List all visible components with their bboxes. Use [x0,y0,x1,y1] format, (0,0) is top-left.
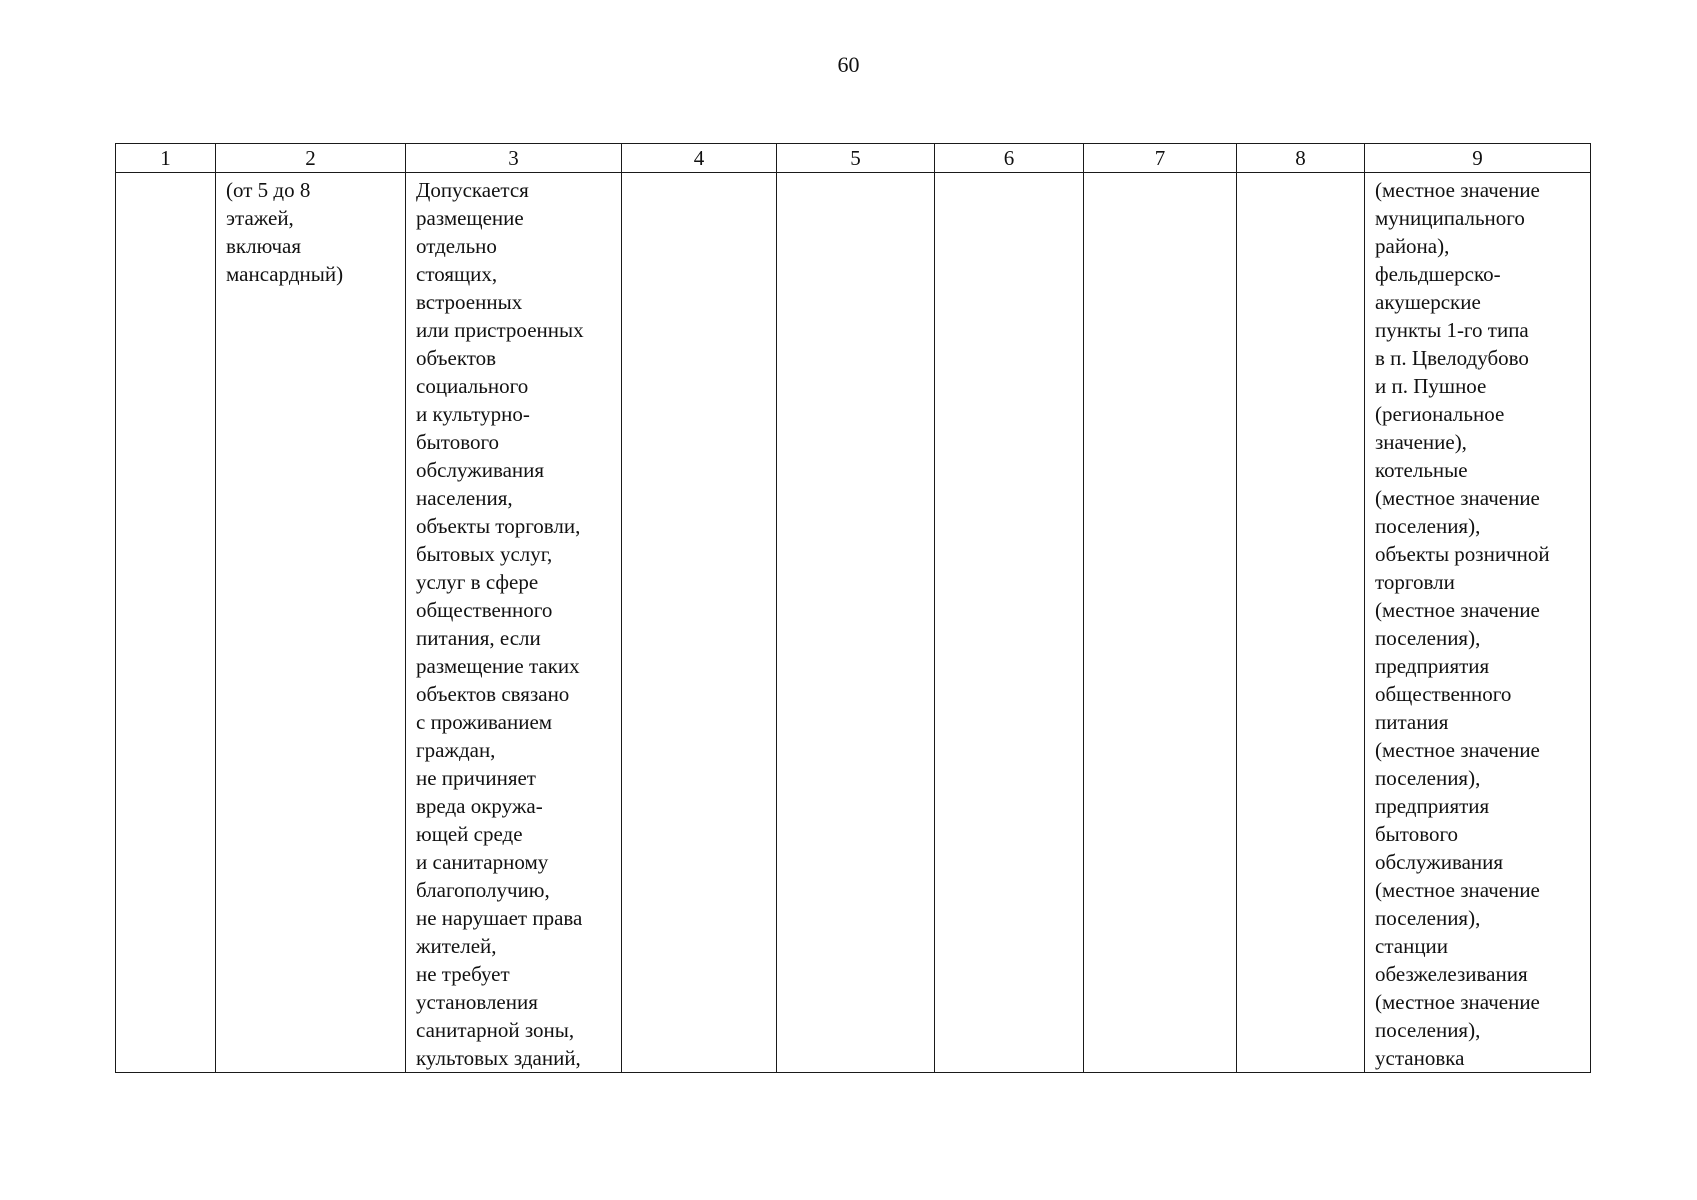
cell-text [1084,173,1236,176]
cell-col-7 [1084,173,1237,1073]
cell-col-3 [406,173,622,1073]
zoning-table [115,143,1591,1073]
cell-col-4 [622,173,777,1073]
cell-text [935,173,1083,176]
cell-text [777,173,934,176]
cell-col-8 [1237,173,1365,1073]
cell-col-2 [216,173,406,1073]
col-header-2: 2 [216,144,406,173]
cell-col-6 [935,173,1084,1073]
header-row [116,144,1591,173]
col-header-9: 9 [1365,144,1591,173]
col-header-1: 1 [116,144,216,173]
col-header-8: 8 [1237,144,1365,173]
cell-text [1237,173,1364,176]
cell-text: (от 5 до 8 этажей, включая мансардный) [226,178,344,286]
col-header-3: 3 [406,144,622,173]
cell-text [622,173,776,176]
cell-col-1 [116,173,216,1073]
cell-text: Допускается размещение отдельно стоящих, встроенных или пристроенных объектов социального и культурно- бытового обслуживания населения, объекты торговли, бытовых услуг, услуг в сфере общественного питания, если размещение таких объектов связано с проживанием граждан, не причиняет вреда окружа- ющей среде и санитарному благополучию, не нарушает права жителей, не требует установления санитарной зоны, культовых зданий, [416,178,584,1070]
cell-text [116,173,215,176]
col-header-4: 4 [622,144,777,173]
cell-col-9 [1365,173,1591,1073]
cell-col-5 [777,173,935,1073]
cell-text: (местное значение муниципального района), фельдшерско- акушерские пункты 1-го типа в п. Цвелодубово и п. Пушное (региональное значение), котельные (местное значение поселения), объекты розничной торговли (местное значение поселения), предприятия общественного питания (местное значение поселения), предприятия бытового обслуживания (местное значение поселения), станции обезжелезивания (местное значение поселения), установка [1375,178,1550,1070]
col-header-7: 7 [1084,144,1237,173]
col-header-6: 6 [935,144,1084,173]
page-number: 60 [837,52,860,77]
table-row [116,173,1591,1073]
col-header-5: 5 [777,144,935,173]
